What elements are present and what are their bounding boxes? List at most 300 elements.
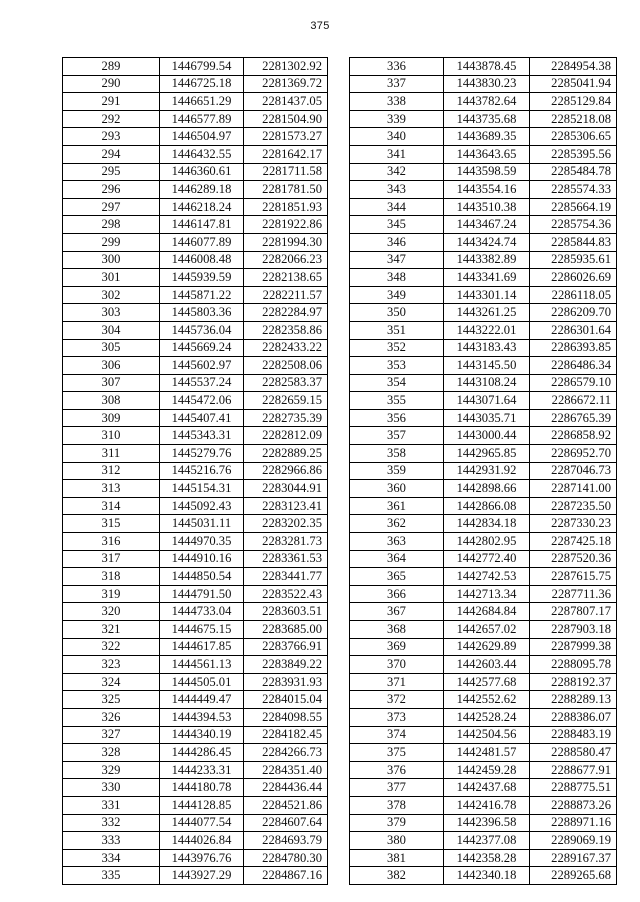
x-coordinate-cell: 1443689.35 [444,128,530,146]
x-coordinate-cell: 1443341.69 [444,269,530,287]
table-row [63,339,328,357]
y-coordinate-cell: 2284266.73 [244,744,328,762]
x-coordinate-cell: 1446577.89 [160,110,244,128]
y-coordinate-cell: 2286765.39 [530,409,617,427]
table-row [63,216,328,234]
table-row [350,867,617,885]
table-row [350,233,617,251]
x-coordinate-cell: 1443071.64 [444,392,530,410]
point-number-cell: 303 [63,304,160,322]
x-coordinate-cell: 1442481.57 [444,744,530,762]
point-number-cell: 375 [350,744,444,762]
y-coordinate-cell: 2284954.38 [530,58,617,76]
table-row [350,550,617,568]
point-number-cell: 295 [63,163,160,181]
x-coordinate-cell: 1442657.02 [444,621,530,639]
x-coordinate-cell: 1442866.08 [444,497,530,515]
point-number-cell: 372 [350,691,444,709]
x-coordinate-cell: 1442358.28 [444,849,530,867]
y-coordinate-cell: 2284351.40 [244,761,328,779]
point-number-cell: 357 [350,427,444,445]
table-row [63,515,328,533]
table-row [350,480,617,498]
x-coordinate-cell: 1444850.54 [160,568,244,586]
table-row [63,744,328,762]
point-number-cell: 293 [63,128,160,146]
table-row [63,533,328,551]
y-coordinate-cell: 2287235.50 [530,497,617,515]
point-number-cell: 311 [63,445,160,463]
point-number-cell: 361 [350,497,444,515]
x-coordinate-cell: 1442528.24 [444,708,530,726]
y-coordinate-cell: 2287903.18 [530,621,617,639]
table-row [63,357,328,375]
point-number-cell: 312 [63,462,160,480]
point-number-cell: 363 [350,533,444,551]
table-row [350,691,617,709]
table-row [350,708,617,726]
point-number-cell: 308 [63,392,160,410]
x-coordinate-cell: 1445939.59 [160,269,244,287]
point-number-cell: 359 [350,462,444,480]
table-row [350,779,617,797]
x-coordinate-cell: 1442577.68 [444,673,530,691]
y-coordinate-cell: 2283044.91 [244,480,328,498]
x-coordinate-cell: 1443000.44 [444,427,530,445]
point-number-cell: 346 [350,233,444,251]
point-number-cell: 370 [350,656,444,674]
table-row [350,392,617,410]
point-number-cell: 306 [63,357,160,375]
y-coordinate-cell: 2283522.43 [244,585,328,603]
point-number-cell: 355 [350,392,444,410]
y-coordinate-cell: 2288192.37 [530,673,617,691]
y-coordinate-cell: 2282211.57 [244,286,328,304]
point-number-cell: 333 [63,832,160,850]
table-row [63,304,328,322]
x-coordinate-cell: 1443735.68 [444,110,530,128]
table-row [63,321,328,339]
x-coordinate-cell: 1446799.54 [160,58,244,76]
y-coordinate-cell: 2289069.19 [530,832,617,850]
y-coordinate-cell: 2281711.58 [244,163,328,181]
y-coordinate-cell: 2282433.22 [244,339,328,357]
x-coordinate-cell: 1444286.45 [160,744,244,762]
y-coordinate-cell: 2282659.15 [244,392,328,410]
table-row [63,409,328,427]
table-row [350,445,617,463]
x-coordinate-cell: 1444233.31 [160,761,244,779]
table-row [63,110,328,128]
table-row [350,163,617,181]
x-coordinate-cell: 1445602.97 [160,357,244,375]
y-coordinate-cell: 2281781.50 [244,181,328,199]
table-row [350,832,617,850]
x-coordinate-cell: 1444617.85 [160,638,244,656]
point-number-cell: 323 [63,656,160,674]
y-coordinate-cell: 2288386.07 [530,708,617,726]
x-coordinate-cell: 1446725.18 [160,75,244,93]
x-coordinate-cell: 1442552.62 [444,691,530,709]
y-coordinate-cell: 2287046.73 [530,462,617,480]
y-coordinate-cell: 2283441.77 [244,568,328,586]
point-number-cell: 380 [350,832,444,850]
y-coordinate-cell: 2288580.47 [530,744,617,762]
table-row [63,585,328,603]
y-coordinate-cell: 2286118.05 [530,286,617,304]
point-number-cell: 354 [350,374,444,392]
table-row [350,515,617,533]
point-number-cell: 350 [350,304,444,322]
table-row [350,110,617,128]
point-number-cell: 374 [350,726,444,744]
y-coordinate-cell: 2282889.25 [244,445,328,463]
point-number-cell: 381 [350,849,444,867]
y-coordinate-cell: 2284867.16 [244,867,328,885]
table-row [350,304,617,322]
y-coordinate-cell: 2284780.30 [244,849,328,867]
x-coordinate-cell: 1446147.81 [160,216,244,234]
point-number-cell: 349 [350,286,444,304]
y-coordinate-cell: 2285306.65 [530,128,617,146]
point-number-cell: 368 [350,621,444,639]
point-number-cell: 382 [350,867,444,885]
y-coordinate-cell: 2281573.27 [244,128,328,146]
point-number-cell: 297 [63,198,160,216]
x-coordinate-cell: 1443222.01 [444,321,530,339]
table-row [63,761,328,779]
x-coordinate-cell: 1443108.24 [444,374,530,392]
x-coordinate-cell: 1442931.92 [444,462,530,480]
x-coordinate-cell: 1442684.84 [444,603,530,621]
y-coordinate-cell: 2281504.90 [244,110,328,128]
table-row [350,497,617,515]
table-row [350,796,617,814]
point-number-cell: 360 [350,480,444,498]
table-row [63,93,328,111]
y-coordinate-cell: 2288289.13 [530,691,617,709]
x-coordinate-cell: 1445407.41 [160,409,244,427]
x-coordinate-cell: 1443183.43 [444,339,530,357]
point-number-cell: 373 [350,708,444,726]
x-coordinate-cell: 1446651.29 [160,93,244,111]
point-number-cell: 379 [350,814,444,832]
y-coordinate-cell: 2286026.69 [530,269,617,287]
table-row [350,269,617,287]
y-coordinate-cell: 2288775.51 [530,779,617,797]
y-coordinate-cell: 2287807.17 [530,603,617,621]
y-coordinate-cell: 2289265.68 [530,867,617,885]
y-coordinate-cell: 2281302.92 [244,58,328,76]
x-coordinate-cell: 1442772.40 [444,550,530,568]
point-number-cell: 304 [63,321,160,339]
table-row [63,462,328,480]
y-coordinate-cell: 2285129.84 [530,93,617,111]
x-coordinate-cell: 1444675.15 [160,621,244,639]
y-coordinate-cell: 2288873.26 [530,796,617,814]
x-coordinate-cell: 1446360.61 [160,163,244,181]
x-coordinate-cell: 1442898.66 [444,480,530,498]
table-row [63,708,328,726]
y-coordinate-cell: 2288677.91 [530,761,617,779]
point-number-cell: 302 [63,286,160,304]
y-coordinate-cell: 2284436.44 [244,779,328,797]
point-number-cell: 376 [350,761,444,779]
x-coordinate-cell: 1445736.04 [160,321,244,339]
point-number-cell: 344 [350,198,444,216]
y-coordinate-cell: 2286579.10 [530,374,617,392]
point-number-cell: 336 [350,58,444,76]
x-coordinate-cell: 1443510.38 [444,198,530,216]
table-row [63,480,328,498]
x-coordinate-cell: 1443976.76 [160,849,244,867]
y-coordinate-cell: 2282066.23 [244,251,328,269]
table-row [63,603,328,621]
y-coordinate-cell: 2281922.86 [244,216,328,234]
table-row [350,339,617,357]
x-coordinate-cell: 1443261.25 [444,304,530,322]
table-row [350,656,617,674]
table-row [63,181,328,199]
y-coordinate-cell: 2287141.00 [530,480,617,498]
point-number-cell: 362 [350,515,444,533]
y-coordinate-cell: 2283603.51 [244,603,328,621]
table-row [63,796,328,814]
point-number-cell: 340 [350,128,444,146]
x-coordinate-cell: 1443782.64 [444,93,530,111]
y-coordinate-cell: 2288971.16 [530,814,617,832]
point-number-cell: 292 [63,110,160,128]
x-coordinate-cell: 1446218.24 [160,198,244,216]
y-coordinate-cell: 2285041.94 [530,75,617,93]
point-number-cell: 343 [350,181,444,199]
table-row [350,621,617,639]
point-number-cell: 299 [63,233,160,251]
table-row [350,198,617,216]
table-row [63,427,328,445]
point-number-cell: 329 [63,761,160,779]
y-coordinate-cell: 2286486.34 [530,357,617,375]
point-number-cell: 310 [63,427,160,445]
x-coordinate-cell: 1443382.89 [444,251,530,269]
x-coordinate-cell: 1443830.23 [444,75,530,93]
table-row [350,726,617,744]
point-number-cell: 342 [350,163,444,181]
table-row [350,568,617,586]
x-coordinate-cell: 1445343.31 [160,427,244,445]
table-row [63,691,328,709]
coordinate-table-left [62,57,328,885]
table-row [63,621,328,639]
y-coordinate-cell: 2284607.64 [244,814,328,832]
point-number-cell: 313 [63,480,160,498]
point-number-cell: 321 [63,621,160,639]
table-row [350,75,617,93]
table-row [350,427,617,445]
y-coordinate-cell: 2282966.86 [244,462,328,480]
y-coordinate-cell: 2284098.55 [244,708,328,726]
point-number-cell: 317 [63,550,160,568]
coordinate-table-left-body [63,58,328,885]
y-coordinate-cell: 2286952.70 [530,445,617,463]
table-row [63,392,328,410]
point-number-cell: 364 [350,550,444,568]
y-coordinate-cell: 2282508.06 [244,357,328,375]
table-row [63,673,328,691]
y-coordinate-cell: 2281994.30 [244,233,328,251]
y-coordinate-cell: 2283202.35 [244,515,328,533]
table-row [63,550,328,568]
point-number-cell: 339 [350,110,444,128]
point-number-cell: 369 [350,638,444,656]
x-coordinate-cell: 1442340.18 [444,867,530,885]
x-coordinate-cell: 1445669.24 [160,339,244,357]
table-row [63,726,328,744]
y-coordinate-cell: 2282284.97 [244,304,328,322]
point-number-cell: 319 [63,585,160,603]
point-number-cell: 335 [63,867,160,885]
point-number-cell: 300 [63,251,160,269]
y-coordinate-cell: 2285574.33 [530,181,617,199]
y-coordinate-cell: 2286393.85 [530,339,617,357]
table-row [350,145,617,163]
table-row [63,832,328,850]
y-coordinate-cell: 2284015.04 [244,691,328,709]
point-number-cell: 371 [350,673,444,691]
point-number-cell: 338 [350,93,444,111]
point-number-cell: 326 [63,708,160,726]
y-coordinate-cell: 2283849.22 [244,656,328,674]
table-row [350,744,617,762]
x-coordinate-cell: 1442416.78 [444,796,530,814]
table-row [350,814,617,832]
table-row [63,867,328,885]
x-coordinate-cell: 1445216.76 [160,462,244,480]
x-coordinate-cell: 1445472.06 [160,392,244,410]
table-row [350,761,617,779]
x-coordinate-cell: 1444561.13 [160,656,244,674]
x-coordinate-cell: 1444340.19 [160,726,244,744]
y-coordinate-cell: 2288095.78 [530,656,617,674]
table-row [350,58,617,76]
y-coordinate-cell: 2283931.93 [244,673,328,691]
point-number-cell: 367 [350,603,444,621]
point-number-cell: 324 [63,673,160,691]
point-number-cell: 331 [63,796,160,814]
x-coordinate-cell: 1444449.47 [160,691,244,709]
x-coordinate-cell: 1445092.43 [160,497,244,515]
x-coordinate-cell: 1443554.16 [444,181,530,199]
y-coordinate-cell: 2289167.37 [530,849,617,867]
y-coordinate-cell: 2284521.86 [244,796,328,814]
point-number-cell: 301 [63,269,160,287]
point-number-cell: 365 [350,568,444,586]
y-coordinate-cell: 2281369.72 [244,75,328,93]
y-coordinate-cell: 2285395.56 [530,145,617,163]
point-number-cell: 334 [63,849,160,867]
table-row [63,638,328,656]
y-coordinate-cell: 2283766.91 [244,638,328,656]
x-coordinate-cell: 1443035.71 [444,409,530,427]
y-coordinate-cell: 2285218.08 [530,110,617,128]
x-coordinate-cell: 1446008.48 [160,251,244,269]
point-number-cell: 356 [350,409,444,427]
table-row [350,533,617,551]
y-coordinate-cell: 2285844.83 [530,233,617,251]
y-coordinate-cell: 2283685.00 [244,621,328,639]
table-row [63,497,328,515]
coordinate-table-right [349,57,617,885]
x-coordinate-cell: 1446504.97 [160,128,244,146]
table-row [350,638,617,656]
table-row [63,163,328,181]
x-coordinate-cell: 1444505.01 [160,673,244,691]
point-number-cell: 309 [63,409,160,427]
x-coordinate-cell: 1442396.58 [444,814,530,832]
y-coordinate-cell: 2286301.64 [530,321,617,339]
table-row [350,128,617,146]
point-number-cell: 348 [350,269,444,287]
x-coordinate-cell: 1442742.53 [444,568,530,586]
point-number-cell: 318 [63,568,160,586]
table-row [63,269,328,287]
x-coordinate-cell: 1444910.16 [160,550,244,568]
y-coordinate-cell: 2282735.39 [244,409,328,427]
y-coordinate-cell: 2287425.18 [530,533,617,551]
y-coordinate-cell: 2283123.41 [244,497,328,515]
x-coordinate-cell: 1444077.54 [160,814,244,832]
point-number-cell: 291 [63,93,160,111]
point-number-cell: 320 [63,603,160,621]
table-row [63,814,328,832]
point-number-cell: 294 [63,145,160,163]
table-row [63,445,328,463]
point-number-cell: 378 [350,796,444,814]
x-coordinate-cell: 1445537.24 [160,374,244,392]
point-number-cell: 316 [63,533,160,551]
point-number-cell: 315 [63,515,160,533]
y-coordinate-cell: 2282583.37 [244,374,328,392]
table-row [63,849,328,867]
x-coordinate-cell: 1445803.36 [160,304,244,322]
x-coordinate-cell: 1445871.22 [160,286,244,304]
x-coordinate-cell: 1445279.76 [160,445,244,463]
table-row [350,251,617,269]
point-number-cell: 341 [350,145,444,163]
x-coordinate-cell: 1443467.24 [444,216,530,234]
x-coordinate-cell: 1444970.35 [160,533,244,551]
table-row [350,357,617,375]
point-number-cell: 330 [63,779,160,797]
x-coordinate-cell: 1444128.85 [160,796,244,814]
table-row [350,321,617,339]
y-coordinate-cell: 2287999.38 [530,638,617,656]
table-row [63,198,328,216]
x-coordinate-cell: 1443878.45 [444,58,530,76]
point-number-cell: 322 [63,638,160,656]
x-coordinate-cell: 1442802.95 [444,533,530,551]
y-coordinate-cell: 2284693.79 [244,832,328,850]
table-row [63,251,328,269]
x-coordinate-cell: 1443643.65 [444,145,530,163]
x-coordinate-cell: 1442629.89 [444,638,530,656]
point-number-cell: 345 [350,216,444,234]
table-row [350,216,617,234]
y-coordinate-cell: 2285754.36 [530,216,617,234]
table-row [350,603,617,621]
y-coordinate-cell: 2282358.86 [244,321,328,339]
y-coordinate-cell: 2285484.78 [530,163,617,181]
